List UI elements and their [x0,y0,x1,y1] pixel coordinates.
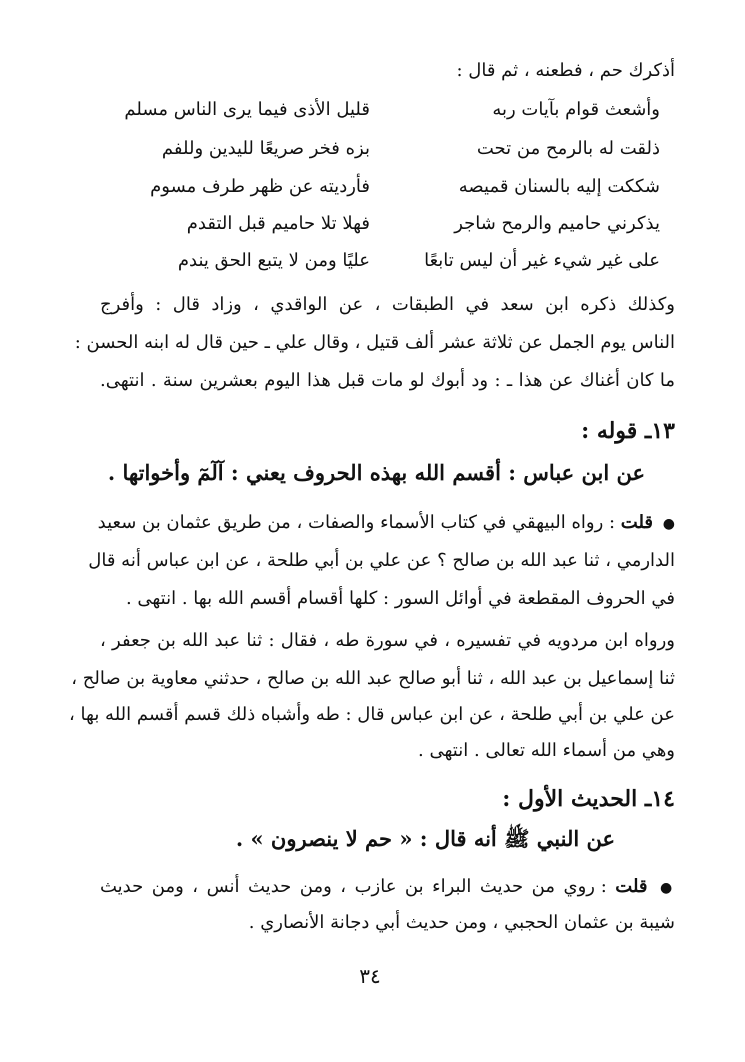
paragraph-text: : روي من حديث البراء بن عازب ، ومن حديث أنس ، ومن حديث [100,876,607,897]
section-heading-13: ١٣ـ قوله : [581,418,675,444]
poem-verse-left: بزه فخر صريعًا لليدين وللفم [161,138,370,159]
poem-verse-left: فهلا تلا حاميم قبل التقدم [186,213,370,234]
quoted-statement-14: عن النبي ﷺ أنه قال : « حم لا ينصرون » . [235,826,615,851]
poem-verse-right: ذلقت له بالرمح من تحت [476,138,660,159]
paragraph-line: وكذلك ذكره ابن سعد في الطبقات ، عن الواقدي ، وزاد قال : وأفرج [100,294,675,315]
paragraph-line: وهي من أسماء الله تعالى . انتهى . [418,740,675,761]
paragraph-line: الناس يوم الجمل عن ثلاثة عشر ألف قتيل ، وقال علي ـ حين قال له ابنه الحسن : [74,332,675,353]
poem-verse-right: وأشعث قوام بآيات ربه [492,99,660,120]
poem-verse-right: على غير شيء غير أن ليس تابعًا [424,250,660,271]
paragraph-line: عن علي بن أبي طلحة ، عن ابن عباس قال : طه وأشباه ذلك قسم أقسم الله بها ، [69,704,675,725]
paragraph-line: الدارمي ، ثنا عبد الله بن صالح ؟ عن علي بن أبي طلحة ، عن ابن عباس أنه قال [88,550,675,571]
qult-label: قلت [615,876,648,897]
poem-verse-left: عليًا ومن لا يتبع الحق يندم [177,250,370,271]
poem-verse-left: فأرديته عن ظهر طرف مسوم [150,176,370,197]
paragraph-line: شيبة بن عثمان الحجبي ، ومن حديث أبي دجانة الأنصاري . [248,912,675,933]
paragraph-line-first [97,512,675,533]
paragraph-line: في الحروف المقطعة في أوائل السور : كلها أقسام أقسم الله بها . انتهى . [125,588,675,609]
poem-verse-right: يذكرني حاميم والرمح شاجر [454,213,660,234]
bullet-icon: ● [660,880,675,896]
paragraph-line: ما كان أغناك عن هذا ـ : ود أبوك لو مات قبل هذا اليوم بعشرين سنة . انتهى. [100,370,675,391]
section-heading-14: ١٤ـ الحديث الأول : [502,786,675,812]
paragraph-text: : رواه البيهقي في كتاب الأسماء والصفات ، من طريق عثمان بن سعيد [97,512,616,533]
intro-line: أذكرك حم ، فطعنه ، ثم قال : [456,60,675,81]
paragraph-line-first [100,878,675,896]
bullet-icon: ● [662,516,675,532]
paragraph-line: ثنا إسماعيل بن عبد الله ، ثنا أبو صالح عبد الله بن صالح ، حدثني معاوية بن صالح ، [71,668,675,689]
paragraph-line: ورواه ابن مردويه في تفسيره ، في سورة طه ، فقال : ثنا عبد الله بن جعفر ، [100,630,675,651]
page-number: ٣٤ [359,964,381,988]
quoted-statement-13: عن ابن عباس : أقسم الله بهذه الحروف يعني : آلٓمٓ وأخواتها . [107,460,645,485]
poem-verse-left: قليل الأذى فيما يرى الناس مسلم [124,99,370,120]
poem-verse-right: شككت إليه بالسنان قميصه [458,176,660,197]
qult-label: قلت [620,512,654,533]
